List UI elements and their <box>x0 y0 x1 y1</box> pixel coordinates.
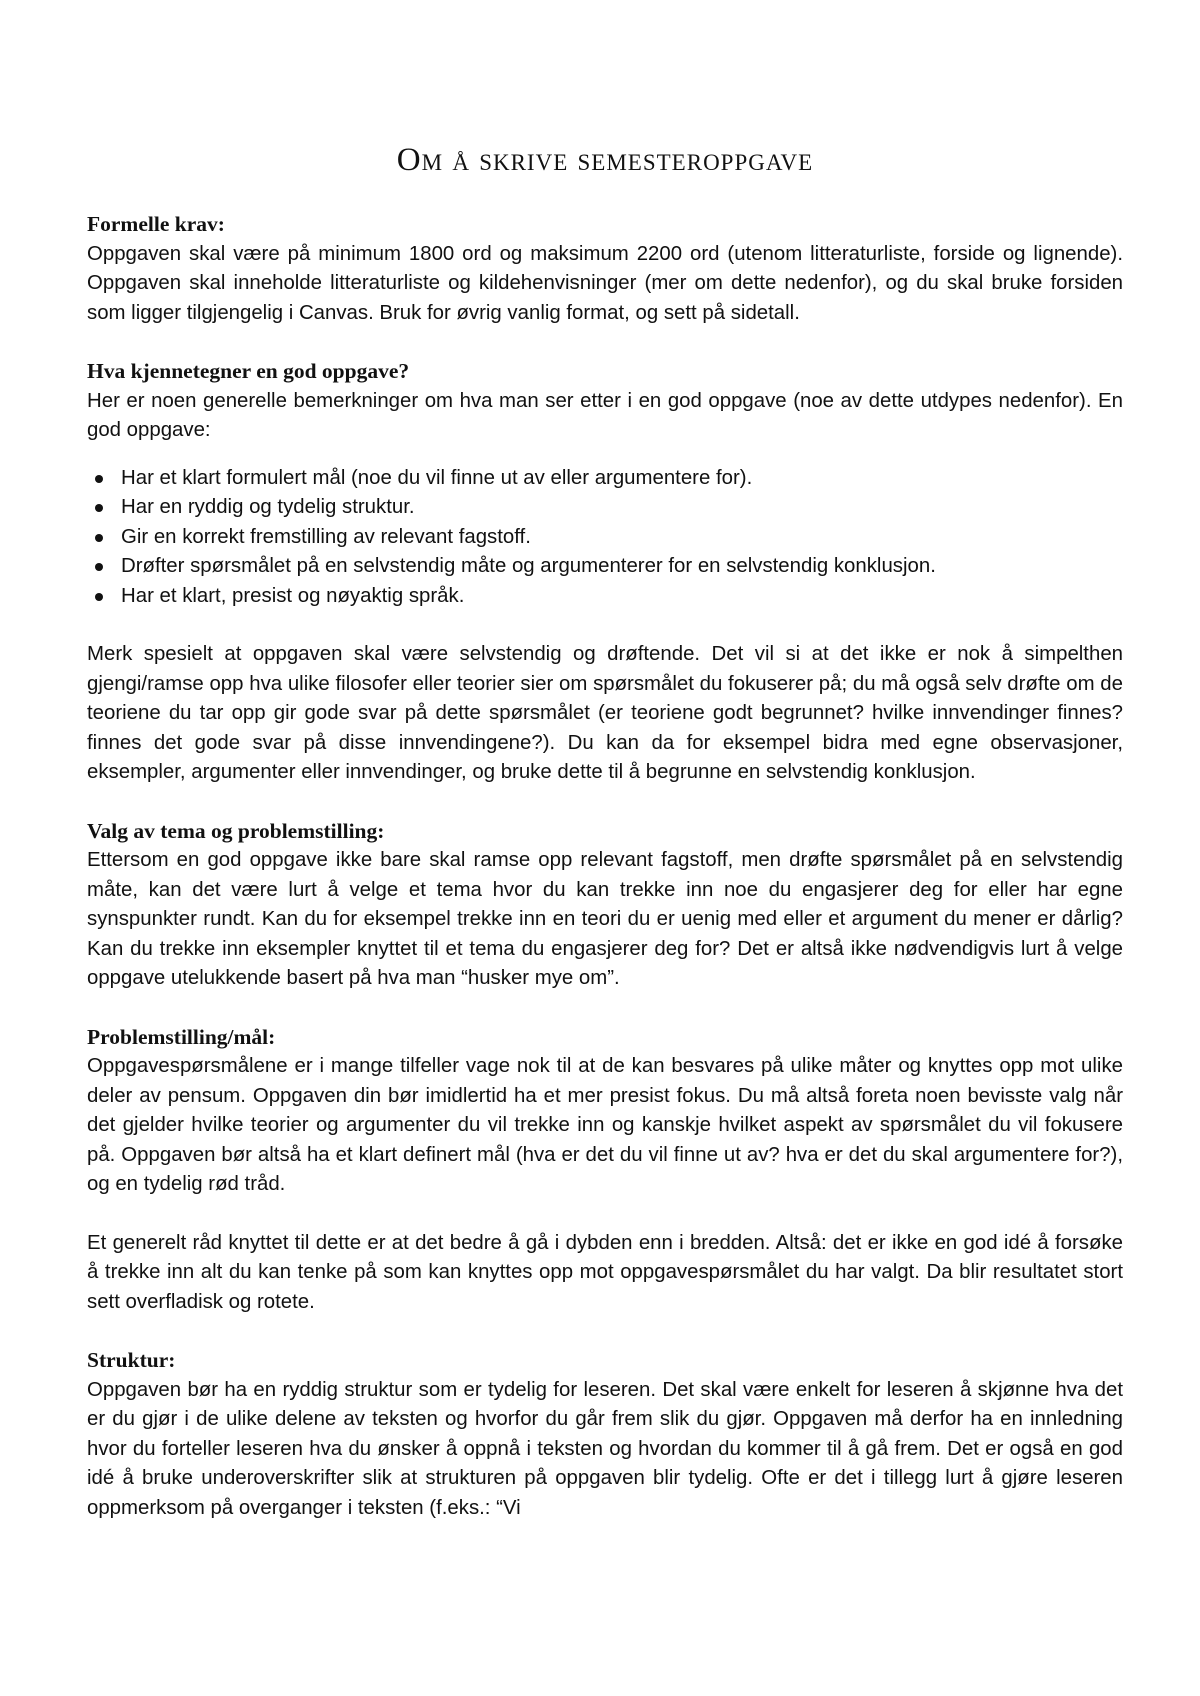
paragraph: Merk spesielt at oppgaven skal være selvstendig og drøftende. Det vil si at det ikke er nok å simpelthen gjengi/ramse opp hva ulike filosofer eller teorier sier om spørsmålet du fokuserer på; du må også selv drøfte om de teoriene du tar opp gir gode svar på dette spørsmålet (er teoriene godt begrunnet? hvilke innvendinger finnes? finnes det gode svar på disse innvendingene?). Du kan da for eksempel bidra med egne observasjoner, eksempler, argumenter eller innvendinger, og bruke dette til å begrunne en selvstendig konklusjon. <box>87 643 1123 783</box>
bullet-icon <box>95 593 103 601</box>
list-item <box>121 523 1123 553</box>
section-heading: Formelle krav: <box>87 212 225 236</box>
list-item-text: Gir en korrekt fremstilling av relevant fagstoff. <box>121 525 531 548</box>
paragraph: Her er noen generelle bemerkninger om hva man ser etter i en god oppgave (noe av dette utdypes nedenfor). En god oppgave: <box>87 389 1123 441</box>
document-title: Om å skrive semesteroppgave <box>396 142 814 178</box>
section-formelle-krav <box>87 210 1123 328</box>
section-valg-av-tema <box>87 817 1123 994</box>
list-item-text: Har et klart formulert mål (noe du vil finne ut av eller argumentere for). <box>121 466 753 489</box>
bullet-icon <box>95 504 103 512</box>
section-heading: Problemstilling/mål: <box>87 1024 276 1049</box>
paragraph: Oppgavespørsmålene er i mange tilfeller vage nok til at de kan besvares på ulike måter og knyttes opp mot ulike deler av pensum. Oppgaven din bør imidlertid ha et mer presist fokus. Du må altså foreta noen bevisste valg når det gjelder hvilke teorier og argumenter du vil trekke inn og kanskje hvilket aspekt av spørsmålet du vil fokusere på. Oppgaven bør altså ha et klart definert mål (hva er det du vil finne ut av? hva er det du skal argumentere for?), og en tydelig rød tråd. <box>87 1055 1123 1195</box>
section-heading: Hva kjennetegner en god oppgave? <box>87 359 410 383</box>
list-item-text: Har et klart, presist og nøyaktig språk. <box>121 584 465 607</box>
section-struktur <box>87 1346 1123 1523</box>
section-heading: Valg av tema og problemstilling: <box>87 818 385 843</box>
criteria-list <box>87 464 1123 612</box>
document-page <box>87 140 1123 1552</box>
section-god-oppgave <box>87 357 1123 788</box>
bullet-icon <box>95 534 103 542</box>
list-item <box>121 552 1123 582</box>
list-item-text: Drøfter spørsmålet på en selvstendig måte og argumenterer for en selvstendig konklusjon. <box>121 555 936 577</box>
paragraph: Oppgaven bør ha en ryddig struktur som er tydelig for leseren. Det skal være enkelt for leseren å skjønne hva det er du gjør i de ulike delene av teksten og hvorfor du går frem slik du gjør. Oppgaven må derfor ha en innledning hvor du forteller leseren hva du ønsker å oppnå i teksten og hvordan du kommer til å gå frem. Det er også en god idé å bruke underoverskrifter slik at strukturen på oppgaven blir tydelig. Ofte er det i tillegg lurt å gjøre leseren oppmerksom på overganger i teksten (f.eks.: “Vi <box>87 1378 1123 1519</box>
paragraph: Oppgaven skal være på minimum 1800 ord og maksimum 2200 ord (utenom litteraturliste, forside og lignende). Oppgaven skal inneholde litteraturliste og kildehenvisninger (mer om dette nedenfor), og du skal bruke forsiden som ligger tilgjengelig i Canvas. Bruk for øvrig vanlig format, og sett på sidetall. <box>87 242 1123 324</box>
paragraph: Et generelt råd knyttet til dette er at det bedre å gå i dybden enn i bredden. Altså: det er ikke en god idé å forsøke å trekke inn alt du kan tenke på som kan knyttes opp mot oppgavespørsmålet du har valgt. Da blir resultatet stort sett overfladisk og rotete. <box>87 1231 1123 1313</box>
section-heading: Struktur: <box>87 1348 176 1372</box>
paragraph: Ettersom en god oppgave ikke bare skal ramse opp relevant fagstoff, men drøfte spørsmålet på en selvstendig måte, kan det være lurt å velge et tema hvor du kan trekke inn noe du engasjerer deg for eller har egne synspunkter rundt. Kan du for eksempel trekke inn en teori du er uenig med eller et argument du mener er dårlig? Kan du trekke inn eksempler knyttet til et tema du engasjerer deg for? Det er altså ikke nødvendigvis lurt å velge oppgave utelukkende basert på hva man “husker mye om”. <box>87 849 1123 989</box>
list-item-text: Har en ryddig og tydelig struktur. <box>121 496 415 518</box>
list-item <box>121 464 1123 494</box>
bullet-icon <box>95 475 103 483</box>
list-item <box>121 493 1123 523</box>
section-problemstilling <box>87 1023 1123 1318</box>
bullet-icon <box>95 563 103 571</box>
list-item <box>121 582 1123 612</box>
